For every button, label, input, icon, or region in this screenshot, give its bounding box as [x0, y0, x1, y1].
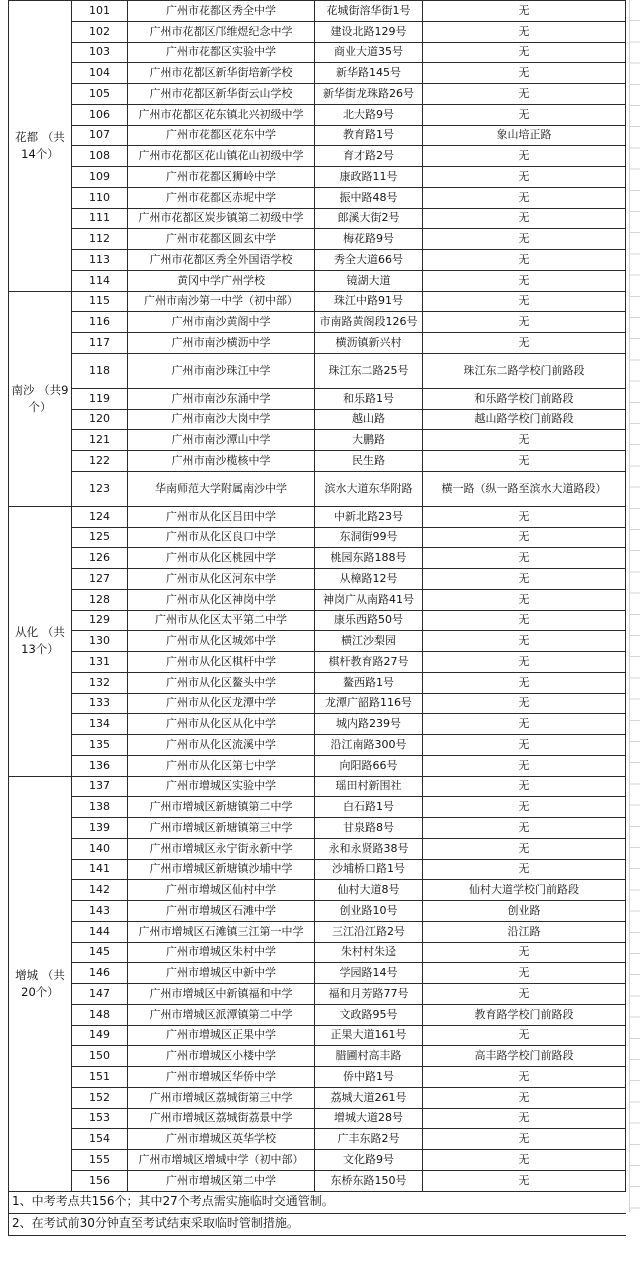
- school-address: 福和月芳路77号: [315, 984, 423, 1005]
- school-name: 广州市从化区良口中学: [128, 527, 315, 548]
- site-number: 153: [72, 1108, 128, 1129]
- school-name: 广州市增城区永宁街永新中学: [128, 838, 315, 859]
- table-row: [9, 1129, 626, 1150]
- site-number: 126: [72, 548, 128, 569]
- spreadsheet-gridlines: [629, 0, 640, 1212]
- school-name: 广州市增城区石滩镇三江第一中学: [128, 921, 315, 942]
- school-address: 北大路9号: [315, 104, 423, 125]
- site-number: 101: [72, 1, 128, 22]
- footnote: 1、中考考点共156个；其中27个考点需实施临时交通管制。: [9, 1191, 626, 1213]
- table-row: [9, 333, 626, 354]
- traffic-control-road: 无: [423, 167, 626, 188]
- school-address: 秀全大道66号: [315, 250, 423, 271]
- traffic-control-road: 无: [423, 430, 626, 451]
- school-address: 创业路10号: [315, 901, 423, 922]
- school-address: 正果大道161号: [315, 1025, 423, 1046]
- table-row: [9, 353, 626, 388]
- school-name: 广州市增城区朱村中学: [128, 942, 315, 963]
- school-address: 横沥镇新兴村: [315, 333, 423, 354]
- school-address: 从樟路12号: [315, 569, 423, 590]
- table-row: [9, 21, 626, 42]
- site-number: 114: [72, 270, 128, 291]
- table-row: [9, 388, 626, 409]
- district-cell: 增城 （共20个）: [9, 776, 72, 1191]
- school-address: 花城街溶华街1号: [315, 1, 423, 22]
- school-name: 广州市花都区新华街培新学校: [128, 63, 315, 84]
- school-name: 广州市花都区花东镇北兴初级中学: [128, 104, 315, 125]
- school-name: 华南师范大学附属南沙中学: [128, 471, 315, 506]
- school-name: 广州市花都区花山镇花山初级中学: [128, 146, 315, 167]
- site-number: 102: [72, 21, 128, 42]
- table-row: [9, 125, 626, 146]
- traffic-control-road: 无: [423, 652, 626, 673]
- school-name: 广州市从化区太平第二中学: [128, 610, 315, 631]
- table-row: [9, 270, 626, 291]
- site-number: 133: [72, 693, 128, 714]
- traffic-control-road: 无: [423, 1150, 626, 1171]
- school-address: 市南路黄阁段126号: [315, 312, 423, 333]
- table-row: [9, 693, 626, 714]
- school-address: 腊圃村高丰路: [315, 1046, 423, 1067]
- traffic-control-road: 无: [423, 104, 626, 125]
- site-number: 119: [72, 388, 128, 409]
- traffic-control-road: 无: [423, 63, 626, 84]
- site-number: 130: [72, 631, 128, 652]
- site-number: 124: [72, 506, 128, 527]
- school-name: 广州市从化区河东中学: [128, 569, 315, 590]
- traffic-control-road: 无: [423, 1170, 626, 1191]
- school-address: 龙潭广韶路116号: [315, 693, 423, 714]
- school-address: 教育路1号: [315, 125, 423, 146]
- site-number: 111: [72, 208, 128, 229]
- traffic-control-road: 珠江东二路学校门前路段: [423, 353, 626, 388]
- site-number: 136: [72, 755, 128, 776]
- traffic-control-road: 无: [423, 187, 626, 208]
- footnote: 2、在考试前30分钟直至考试结束采取临时管制措施。: [9, 1213, 626, 1235]
- table-row: [9, 942, 626, 963]
- site-number: 145: [72, 942, 128, 963]
- traffic-control-road: 无: [423, 1067, 626, 1088]
- traffic-control-road: 无: [423, 1025, 626, 1046]
- school-address: 侨中路1号: [315, 1067, 423, 1088]
- school-name: 广州市花都区赤坭中学: [128, 187, 315, 208]
- traffic-control-road: 无: [423, 42, 626, 63]
- site-number: 116: [72, 312, 128, 333]
- site-number: 134: [72, 714, 128, 735]
- school-name: 黄冈中学广州学校: [128, 270, 315, 291]
- school-name: 广州市南沙榄核中学: [128, 451, 315, 472]
- table-row: [9, 1046, 626, 1067]
- school-name: 广州市从化区城郊中学: [128, 631, 315, 652]
- school-address: 白石路1号: [315, 797, 423, 818]
- school-name: 广州市南沙横沥中学: [128, 333, 315, 354]
- site-number: 107: [72, 125, 128, 146]
- school-name: 广州市增城区中新中学: [128, 963, 315, 984]
- school-name: 广州市从化区桃园中学: [128, 548, 315, 569]
- school-name: 广州市增城区第二中学: [128, 1170, 315, 1191]
- school-address: 学园路14号: [315, 963, 423, 984]
- table-row: [9, 901, 626, 922]
- traffic-control-road: 无: [423, 693, 626, 714]
- table-row: [9, 984, 626, 1005]
- site-number: 105: [72, 84, 128, 105]
- traffic-control-road: 无: [423, 208, 626, 229]
- school-name: 广州市增城区石滩中学: [128, 901, 315, 922]
- school-name: 广州市花都区圆玄中学: [128, 229, 315, 250]
- table-row: [9, 652, 626, 673]
- site-number: 132: [72, 672, 128, 693]
- school-address: 增城大道28号: [315, 1108, 423, 1129]
- school-name: 广州市增城区仙村中学: [128, 880, 315, 901]
- school-name: 广州市南沙第一中学（初中部）: [128, 291, 315, 312]
- table-row: [9, 1004, 626, 1025]
- school-name: 广州市南沙潭山中学: [128, 430, 315, 451]
- school-address: 广丰东路2号: [315, 1129, 423, 1150]
- school-address: 镜湖大道: [315, 270, 423, 291]
- traffic-control-road: 高丰路学校门前路段: [423, 1046, 626, 1067]
- school-name: 广州市从化区棋杆中学: [128, 652, 315, 673]
- school-name: 广州市增城区新塘镇第三中学: [128, 818, 315, 839]
- table-row: [9, 859, 626, 880]
- table-row: [9, 963, 626, 984]
- school-name: 广州市从化区龙潭中学: [128, 693, 315, 714]
- school-name: 广州市南沙珠江中学: [128, 353, 315, 388]
- school-name: 广州市花都区秀全中学: [128, 1, 315, 22]
- site-number: 108: [72, 146, 128, 167]
- traffic-control-road: 和乐路学校门前路段: [423, 388, 626, 409]
- site-number: 112: [72, 229, 128, 250]
- school-name: 广州市增城区新塘镇第二中学: [128, 797, 315, 818]
- school-name: 广州市从化区从化中学: [128, 714, 315, 735]
- school-address: 永和永贤路38号: [315, 838, 423, 859]
- note-row: [9, 1191, 626, 1213]
- site-number: 140: [72, 838, 128, 859]
- traffic-control-road: 无: [423, 942, 626, 963]
- traffic-control-road: 无: [423, 589, 626, 610]
- school-address: 朱村村朱迳: [315, 942, 423, 963]
- site-number: 125: [72, 527, 128, 548]
- table-row: [9, 714, 626, 735]
- site-number: 103: [72, 42, 128, 63]
- traffic-control-road: 无: [423, 859, 626, 880]
- traffic-control-road: 无: [423, 776, 626, 797]
- table-row: [9, 755, 626, 776]
- note-row: [9, 1213, 626, 1235]
- school-name: 广州市增城区华侨中学: [128, 1067, 315, 1088]
- traffic-control-road: 教育路学校门前路段: [423, 1004, 626, 1025]
- table-row: [9, 1087, 626, 1108]
- table-row: [9, 187, 626, 208]
- site-number: 109: [72, 167, 128, 188]
- school-address: 育才路2号: [315, 146, 423, 167]
- traffic-control-road: 无: [423, 250, 626, 271]
- table-row: [9, 527, 626, 548]
- site-number: 123: [72, 471, 128, 506]
- site-number: 128: [72, 589, 128, 610]
- site-number: 129: [72, 610, 128, 631]
- table-row: [9, 1170, 626, 1191]
- school-name: 广州市南沙东涌中学: [128, 388, 315, 409]
- table-row: [9, 818, 626, 839]
- school-address: 荔城大道261号: [315, 1087, 423, 1108]
- site-number: 131: [72, 652, 128, 673]
- traffic-control-road: 无: [423, 1087, 626, 1108]
- site-number: 117: [72, 333, 128, 354]
- table-row: [9, 776, 626, 797]
- school-address: 珠江东二路25号: [315, 353, 423, 388]
- site-number: 154: [72, 1129, 128, 1150]
- school-address: 三江沿江路2号: [315, 921, 423, 942]
- table-row: [9, 430, 626, 451]
- table-row: [9, 63, 626, 84]
- traffic-control-road: 无: [423, 569, 626, 590]
- school-name: 广州市增城区增城中学（初中部）: [128, 1150, 315, 1171]
- traffic-control-road: 无: [423, 506, 626, 527]
- school-name: 广州市增城区中新镇福和中学: [128, 984, 315, 1005]
- site-number: 122: [72, 451, 128, 472]
- site-number: 147: [72, 984, 128, 1005]
- school-name: 广州市增城区英华学校: [128, 1129, 315, 1150]
- school-address: 神岗广从南路41号: [315, 589, 423, 610]
- traffic-control-road: 沿江路: [423, 921, 626, 942]
- school-address: 商业大道35号: [315, 42, 423, 63]
- table-row: [9, 84, 626, 105]
- traffic-control-road: 无: [423, 631, 626, 652]
- traffic-control-road: 无: [423, 229, 626, 250]
- traffic-control-road: 无: [423, 21, 626, 42]
- school-name: 广州市增城区正果中学: [128, 1025, 315, 1046]
- school-name: 广州市从化区鳌头中学: [128, 672, 315, 693]
- traffic-control-road: 无: [423, 735, 626, 756]
- school-name: 广州市从化区吕田中学: [128, 506, 315, 527]
- site-number: 137: [72, 776, 128, 797]
- school-name: 广州市花都区炭步镇第二初级中学: [128, 208, 315, 229]
- table-row: [9, 104, 626, 125]
- table-row: [9, 838, 626, 859]
- table-row: [9, 589, 626, 610]
- table-row: [9, 146, 626, 167]
- school-name: 广州市南沙黄阁中学: [128, 312, 315, 333]
- site-number: 148: [72, 1004, 128, 1025]
- site-number: 110: [72, 187, 128, 208]
- traffic-control-road: 无: [423, 755, 626, 776]
- site-number: 113: [72, 250, 128, 271]
- table-row: [9, 1150, 626, 1171]
- site-number: 149: [72, 1025, 128, 1046]
- traffic-control-road: 横一路（纵一路至滨水大道路段）: [423, 471, 626, 506]
- school-address: 大鹏路: [315, 430, 423, 451]
- traffic-control-road: 象山培正路: [423, 125, 626, 146]
- table-row: [9, 921, 626, 942]
- table-row: [9, 610, 626, 631]
- traffic-control-road: 无: [423, 312, 626, 333]
- school-address: 越山路: [315, 409, 423, 430]
- site-number: 135: [72, 735, 128, 756]
- traffic-control-road: 无: [423, 610, 626, 631]
- district-cell: 南沙 （共9个）: [9, 291, 72, 506]
- traffic-control-road: 无: [423, 270, 626, 291]
- school-address: 新华路145号: [315, 63, 423, 84]
- school-name: 广州市增城区荔城街荔景中学: [128, 1108, 315, 1129]
- school-name: 广州市从化区第七中学: [128, 755, 315, 776]
- traffic-control-road: 无: [423, 818, 626, 839]
- table-row: [9, 1108, 626, 1129]
- traffic-control-road: 无: [423, 963, 626, 984]
- school-address: 文化路9号: [315, 1150, 423, 1171]
- table-row: [9, 548, 626, 569]
- site-number: 104: [72, 63, 128, 84]
- traffic-control-road: 无: [423, 797, 626, 818]
- site-number: 139: [72, 818, 128, 839]
- traffic-control-road: 无: [423, 984, 626, 1005]
- table-row: [9, 569, 626, 590]
- school-name: 广州市增城区小楼中学: [128, 1046, 315, 1067]
- school-name: 广州市增城区派潭镇第二中学: [128, 1004, 315, 1025]
- school-address: 东洞街99号: [315, 527, 423, 548]
- school-name: 广州市花都区花东中学: [128, 125, 315, 146]
- school-address: 棋杆教育路27号: [315, 652, 423, 673]
- school-name: 广州市从化区流溪中学: [128, 735, 315, 756]
- school-address: 文政路95号: [315, 1004, 423, 1025]
- school-address: 城内路239号: [315, 714, 423, 735]
- school-name: 广州市从化区神岗中学: [128, 589, 315, 610]
- site-number: 142: [72, 880, 128, 901]
- school-address: 沙埔桥口路1号: [315, 859, 423, 880]
- traffic-control-road: 无: [423, 714, 626, 735]
- school-name: 广州市花都区邝维煜纪念中学: [128, 21, 315, 42]
- table-row: [9, 1067, 626, 1088]
- school-address: 珠江中路91号: [315, 291, 423, 312]
- traffic-control-road: 无: [423, 146, 626, 167]
- school-address: 康乐西路50号: [315, 610, 423, 631]
- table-row: [9, 471, 626, 506]
- school-address: 和乐路1号: [315, 388, 423, 409]
- traffic-control-road: 创业路: [423, 901, 626, 922]
- site-number: 155: [72, 1150, 128, 1171]
- school-address: 东桥东路150号: [315, 1170, 423, 1191]
- site-number: 144: [72, 921, 128, 942]
- school-address: 新华街龙珠路26号: [315, 84, 423, 105]
- site-number: 121: [72, 430, 128, 451]
- site-number: 106: [72, 104, 128, 125]
- table-row: [9, 167, 626, 188]
- traffic-control-road: 无: [423, 1, 626, 22]
- school-address: 横江沙梨园: [315, 631, 423, 652]
- table-row: [9, 1025, 626, 1046]
- school-address: 甘泉路8号: [315, 818, 423, 839]
- traffic-control-road: 无: [423, 527, 626, 548]
- exam-sites-table: [8, 0, 626, 1236]
- table-row: [9, 312, 626, 333]
- table-row: [9, 880, 626, 901]
- school-address: 鳌西路1号: [315, 672, 423, 693]
- district-cell: 从化 （共13个）: [9, 506, 72, 776]
- table-row: [9, 1, 626, 22]
- site-number: 151: [72, 1067, 128, 1088]
- table-row: [9, 672, 626, 693]
- traffic-control-road: 无: [423, 672, 626, 693]
- school-address: 滨水大道东华附路: [315, 471, 423, 506]
- traffic-control-road: 越山路学校门前路段: [423, 409, 626, 430]
- table-row: [9, 250, 626, 271]
- traffic-control-road: 无: [423, 1129, 626, 1150]
- site-number: 115: [72, 291, 128, 312]
- school-name: 广州市花都区实验中学: [128, 42, 315, 63]
- site-number: 152: [72, 1087, 128, 1108]
- table-row: [9, 208, 626, 229]
- table-body: [9, 1, 626, 1236]
- site-number: 141: [72, 859, 128, 880]
- school-name: 广州市南沙大岗中学: [128, 409, 315, 430]
- site-number: 150: [72, 1046, 128, 1067]
- traffic-control-road: 无: [423, 1108, 626, 1129]
- table-row: [9, 451, 626, 472]
- school-address: 民生路: [315, 451, 423, 472]
- school-name: 广州市增城区实验中学: [128, 776, 315, 797]
- table-row: [9, 229, 626, 250]
- table-row: [9, 797, 626, 818]
- traffic-control-road: 无: [423, 84, 626, 105]
- traffic-control-road: 无: [423, 333, 626, 354]
- table-row: [9, 42, 626, 63]
- site-number: 127: [72, 569, 128, 590]
- school-address: 沿江南路300号: [315, 735, 423, 756]
- school-address: 向阳路66号: [315, 755, 423, 776]
- school-name: 广州市花都区秀全外国语学校: [128, 250, 315, 271]
- site-number: 143: [72, 901, 128, 922]
- school-address: 梅花路9号: [315, 229, 423, 250]
- site-number: 120: [72, 409, 128, 430]
- district-cell: 花都 （共14个）: [9, 1, 72, 292]
- school-name: 广州市增城区新塘镇沙埔中学: [128, 859, 315, 880]
- table-row: [9, 506, 626, 527]
- traffic-control-road: 无: [423, 451, 626, 472]
- table-row: [9, 291, 626, 312]
- school-name: 广州市增城区荔城街第三中学: [128, 1087, 315, 1108]
- school-address: 瑶田村新围社: [315, 776, 423, 797]
- school-address: 郎溪大街2号: [315, 208, 423, 229]
- site-number: 118: [72, 353, 128, 388]
- school-address: 振中路48号: [315, 187, 423, 208]
- school-name: 广州市花都区新华街云山学校: [128, 84, 315, 105]
- school-address: 建设北路129号: [315, 21, 423, 42]
- site-number: 138: [72, 797, 128, 818]
- table-row: [9, 631, 626, 652]
- site-number: 146: [72, 963, 128, 984]
- school-address: 桃园东路188号: [315, 548, 423, 569]
- table-row: [9, 735, 626, 756]
- school-address: 康政路11号: [315, 167, 423, 188]
- table-row: [9, 409, 626, 430]
- traffic-control-road: 仙村大道学校门前路段: [423, 880, 626, 901]
- traffic-control-road: 无: [423, 291, 626, 312]
- traffic-control-road: 无: [423, 548, 626, 569]
- traffic-control-road: 无: [423, 838, 626, 859]
- school-name: 广州市花都区狮岭中学: [128, 167, 315, 188]
- school-address: 仙村大道8号: [315, 880, 423, 901]
- school-address: 中新北路23号: [315, 506, 423, 527]
- site-number: 156: [72, 1170, 128, 1191]
